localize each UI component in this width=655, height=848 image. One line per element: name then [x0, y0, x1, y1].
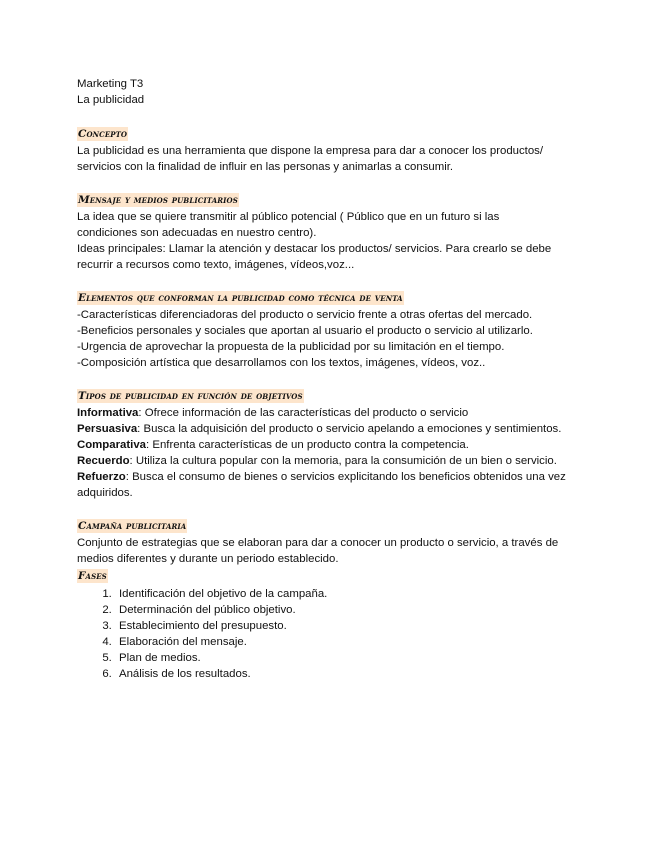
- bullet-line: -Composición artística que desarrollamos con los textos, imágenes, vídeos, voz..: [77, 357, 486, 369]
- fase-item: 5. Plan de medios.: [115, 650, 587, 666]
- tipo-item: [77, 437, 587, 453]
- tipo-desc: : Enfrenta características de un producto contra la competencia.: [146, 439, 469, 451]
- section-heading-concepto: Concepto: [78, 128, 128, 140]
- title-block: [77, 76, 587, 108]
- tipo-term: Comparativa: [77, 439, 147, 451]
- doc-title: Marketing T3: [77, 78, 144, 90]
- tipo-term: Refuerzo: [77, 471, 126, 483]
- doc-subtitle: La publicidad: [77, 94, 145, 106]
- paragraph-line: La idea que se quiere transmitir al público potencial ( Público que en un futuro si las: [77, 211, 500, 223]
- paragraph-line: medios diferentes y durante un periodo establecido.: [77, 553, 339, 565]
- fase-item: 1. Identificación del objetivo de la campaña.: [115, 586, 587, 602]
- paragraph-line: Ideas principales: Llamar la atención y destacar los productos/ servicios. Para crearlo se debe: [77, 243, 552, 255]
- tipo-term: Informativa: [77, 407, 139, 419]
- fase-item: 4. Elaboración del mensaje.: [115, 634, 587, 650]
- tipo-item: [77, 469, 587, 501]
- tipo-item: [77, 405, 587, 421]
- bullet-line: -Características diferenciadoras del producto o servicio frente a otras ofertas del mercado.: [77, 309, 533, 321]
- fase-item: 2. Determinación del público objetivo.: [115, 602, 587, 618]
- tipo-desc: : Busca el consumo de bienes o servicios explicitando los beneficios obtenidos una vez adquiridos.: [77, 471, 566, 499]
- paragraph-line: La publicidad es una herramienta que dispone la empresa para dar a conocer los productos/: [77, 145, 544, 157]
- section-mensaje: [77, 192, 587, 273]
- fase-item: 3. Establecimiento del presupuesto.: [115, 618, 587, 634]
- tipo-desc: : Utiliza la cultura popular con la memoria, para la consumición de un bien o servicio.: [129, 455, 557, 467]
- section-heading-mensaje: Mensaje y medios publicitarios: [78, 194, 238, 206]
- paragraph-line: condiciones son adecuadas en nuestro centro).: [77, 227, 317, 239]
- tipo-term: Recuerdo: [77, 455, 130, 467]
- fase-item: 6. Análisis de los resultados.: [115, 666, 587, 682]
- tipo-desc: : Busca la adquisición del producto o servicio apelando a emociones y sentimientos.: [137, 423, 562, 435]
- paragraph-line: Conjunto de estrategias que se elaboran para dar a conocer un producto o servicio, a través de: [77, 537, 559, 549]
- fases-list: [77, 586, 587, 682]
- tipo-term: Persuasiva: [77, 423, 138, 435]
- tipo-desc: : Ofrece información de las características del producto o servicio: [138, 407, 469, 419]
- document-content: [77, 76, 587, 699]
- section-concepto: [77, 126, 587, 175]
- subheading-fases: Fases: [78, 570, 107, 582]
- bullet-line: -Beneficios personales y sociales que aportan al usuario el producto o servicio al utilizarlo.: [77, 325, 533, 337]
- tipo-item: [77, 421, 587, 437]
- bullet-line: -Urgencia de aprovechar la propuesta de la publicidad por su limitación en el tiempo.: [77, 341, 505, 353]
- section-campana: [77, 518, 587, 682]
- paragraph-line: servicios con la finalidad de influir en las personas y animarlas a consumir.: [77, 161, 454, 173]
- tipo-item: [77, 453, 587, 469]
- section-heading-tipos: Tipos de publicidad en función de objetivos: [78, 390, 303, 402]
- section-tipos: [77, 388, 587, 501]
- section-heading-campana: Campaña publicitaria: [78, 520, 187, 532]
- paragraph-line: recurrir a recursos como texto, imágenes, vídeos,voz...: [77, 259, 355, 271]
- section-elementos: [77, 290, 587, 371]
- section-heading-elementos: Elementos que conforman la publicidad como técnica de venta: [78, 292, 403, 304]
